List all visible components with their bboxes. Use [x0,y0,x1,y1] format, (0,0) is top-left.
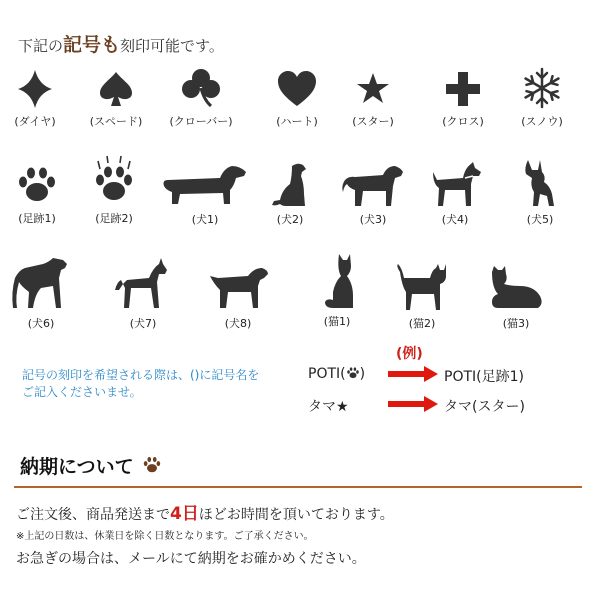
delivery-suffix: ほどお時間を頂いております。 [198,507,394,523]
retriever-icon [341,160,405,208]
symbol-dog4 [415,160,495,227]
business-days-note: ※上記の日数は、休業日を除く日数となります。ご了承ください。 [16,531,314,542]
symbol-label: (猫1) [323,315,351,328]
example-row2-output: タマ(スター) [444,399,525,415]
paw-print-icon [142,455,162,475]
delivery-days: 4日 [170,504,199,524]
dachshund-icon [160,160,250,208]
symbol-heart [257,68,337,129]
example-input-suffix: ) [359,366,366,382]
symbol-label: (足跡1) [18,212,56,225]
engraving-note [22,367,302,401]
symbol-diamond [0,68,75,129]
symbol-paw2 [74,155,154,226]
note-line-1: 記号の刻印を希望される際は、()に記号名を [22,368,260,382]
right-arrow-icon [388,396,438,412]
heading-prefix: 下記の [18,37,64,55]
delivery-title-text: 納期について [20,456,134,478]
section-divider [14,486,582,488]
example-row1-output: POTI(足跡1) [444,369,524,385]
claw-paw-print-icon [92,155,136,207]
lying-cat-icon [488,266,544,312]
symbol-label: (犬2) [276,213,304,226]
symbol-label: (犬3) [359,213,387,226]
standing-cat-icon [394,264,450,312]
spade-icon [96,68,136,110]
symbol-dog1 [160,160,250,227]
paw-print-icon [15,163,59,207]
symbol-label: (足跡2) [95,212,133,225]
symbol-label: (犬1) [191,213,219,226]
symbol-label: (スノウ) [521,115,563,128]
cross-icon [443,68,483,110]
example-row2-input: タマ★ [308,399,349,415]
delivery-prefix: ご注文後、商品発送まで [16,507,170,523]
symbol-star [333,68,413,129]
symbol-paw1 [0,163,77,226]
doberman-icon [113,256,173,312]
symbol-label: (犬7) [129,317,157,330]
star-icon [353,68,393,110]
heading-emphasis: 記号も [63,34,121,56]
symbol-label: (クローバー) [169,115,233,128]
symbol-dog8 [198,262,278,331]
sitting-cat-icon [315,252,359,310]
heart-icon [275,68,319,110]
boxer-icon [11,256,71,312]
symbol-label: (クロス) [442,115,484,128]
symbol-cat3 [476,266,556,331]
diamond-icon [15,68,55,110]
sitting-dog-icon [266,160,314,208]
symbol-dog7 [103,256,183,331]
symbol-clover [161,66,241,129]
symbol-label: (犬5) [526,213,554,226]
symbol-label: (犬6) [27,317,55,330]
example-label: (例) [396,346,423,362]
clover-icon [179,66,223,110]
example-input-prefix: POTI( [308,366,346,382]
symbol-spade [76,68,156,129]
heading-suffix: 刻印可能です。 [120,37,224,55]
symbol-label: (猫2) [408,317,436,330]
urgent-contact-text: お急ぎの場合は、メールにて納期をお確かめください。 [16,551,366,567]
pinscher-icon [516,156,564,208]
example-row1-input [308,366,365,382]
terrier-icon [427,160,483,208]
symbol-dog5 [500,156,580,227]
symbol-cat2 [382,264,462,331]
pointer-dog-icon [206,262,270,312]
delivery-time-text [16,499,394,524]
right-arrow-icon [388,366,438,382]
symbol-cat1 [297,252,377,329]
page-heading [18,30,224,57]
symbol-cross [423,68,503,129]
symbol-label: (スター) [352,115,394,128]
note-line-2: ご記入くださいませ。 [22,385,142,399]
symbol-label: (ダイヤ) [14,115,56,128]
paw-print-icon [346,366,360,380]
symbol-dog2 [250,160,330,227]
symbol-label: (犬4) [441,213,469,226]
symbol-label: (犬8) [224,317,252,330]
snowflake-icon [520,66,564,110]
symbol-label: (猫3) [502,317,530,330]
delivery-section-title [20,452,162,479]
symbol-dog6 [1,256,81,331]
symbol-dog3 [333,160,413,227]
symbol-snowflake [502,66,582,129]
symbol-label: (スペード) [89,115,143,128]
symbol-label: (ハート) [276,115,318,128]
